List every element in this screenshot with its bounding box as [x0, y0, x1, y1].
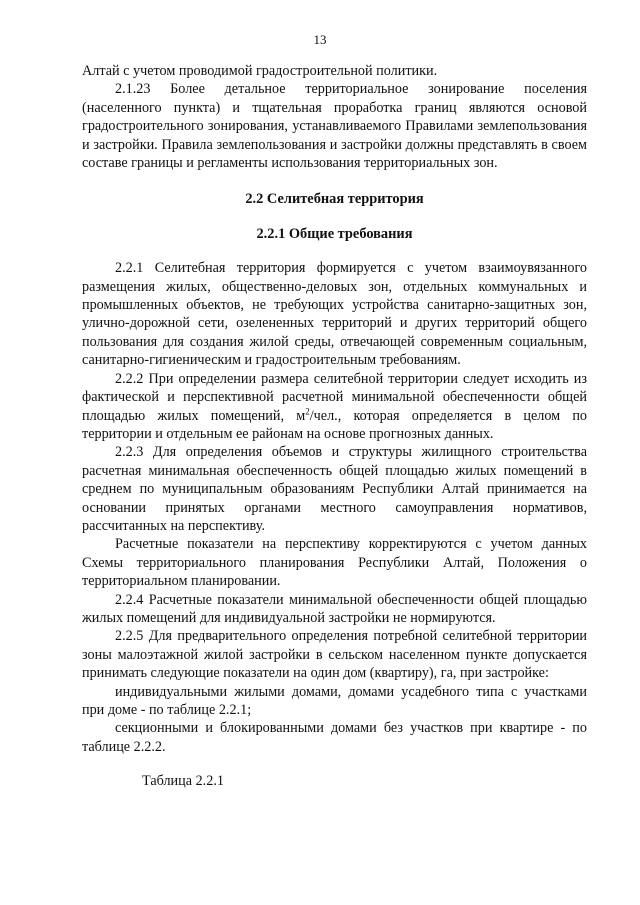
paragraph-2-1-23: 2.1.23 Более детальное территориальное зонирование поселения (населенного пункта) и тщательная проработка границ являются основой градостроительного зонирования, устанавливаемого Правилами землепользования и застройки. Правила землепользования и застройки должны представлять в своем составе границы и регламенты использования территориальных зон. — [82, 81, 587, 172]
paragraph-continuation: Алтай с учетом проводимой градостроительной политики. — [82, 63, 438, 79]
page-content — [82, 62, 587, 791]
paragraph-2-2-2-part-a: 2.2.2 При определении размера селитебной территории следует исходить из фактической и перспективной расчетной минимальной обеспеченности общей площадью жилых помещений, м — [82, 370, 587, 424]
paragraph-2-2-5: 2.2.5 Для предварительного определения потребной селитебной территории зоны малоэтажной жилой застройки в сельском населенном пункте допускается принимать следующие показатели на один дом (квартиру), га, при застройке: — [82, 628, 587, 682]
paragraph-forecast-indicators: Расчетные показатели на перспективу корректируются с учетом данных Схемы территориального планирования Республики Алтай, Положения о территориальном планировании. — [82, 536, 587, 590]
paragraph-2-2-2 — [82, 370, 587, 444]
superscript-squared: 2 — [305, 405, 310, 416]
page-number: 13 — [313, 32, 327, 47]
paragraph-individual-houses: индивидуальными жилыми домами, домами усадебного типа с участками при доме - по таблице 2.2.1; — [82, 683, 587, 718]
section-heading: 2.2 Селитебная территория — [245, 191, 424, 208]
paragraph-sectional-houses: секционными и блокированными домами без участков при квартире - по таблице 2.2.2. — [82, 720, 587, 755]
subsection-heading: 2.2.1 Общие требования — [256, 225, 413, 242]
table-caption: Таблица 2.2.1 — [142, 773, 224, 790]
paragraph-2-2-2-part-b: /чел., которая определяется в целом по территории и отдельным ее районам на основе прогнозных данных. — [82, 407, 588, 442]
paragraph-2-2-1: 2.2.1 Селитебная территория формируется с учетом взаимоувязанного размещения жилых, общественно-деловых зон, отдельных коммунальных и промышленных объектов, не требующих устройства санитарно-защитных зон, улично-дорожной сети, озелененных территорий и других территорий общего пользования для создания жилой среды, отвечающей современным социальным, санитарно-гигиеническим и градостроительным требованиям. — [82, 260, 587, 369]
paragraph-2-2-4: 2.2.4 Расчетные показатели минимальной обеспеченности общей площадью жилых помещений для индивидуальной застройки не нормируются. — [82, 591, 587, 626]
paragraph-2-2-3: 2.2.3 Для определения объемов и структуры жилищного строительства расчетная минимальная обеспеченность общей площадью жилых помещений в среднем по муниципальным образованиям Республики Алтай принимается на основании принятых органами местного самоуправления нормативов, рассчитанных на перспективу. — [82, 444, 587, 534]
